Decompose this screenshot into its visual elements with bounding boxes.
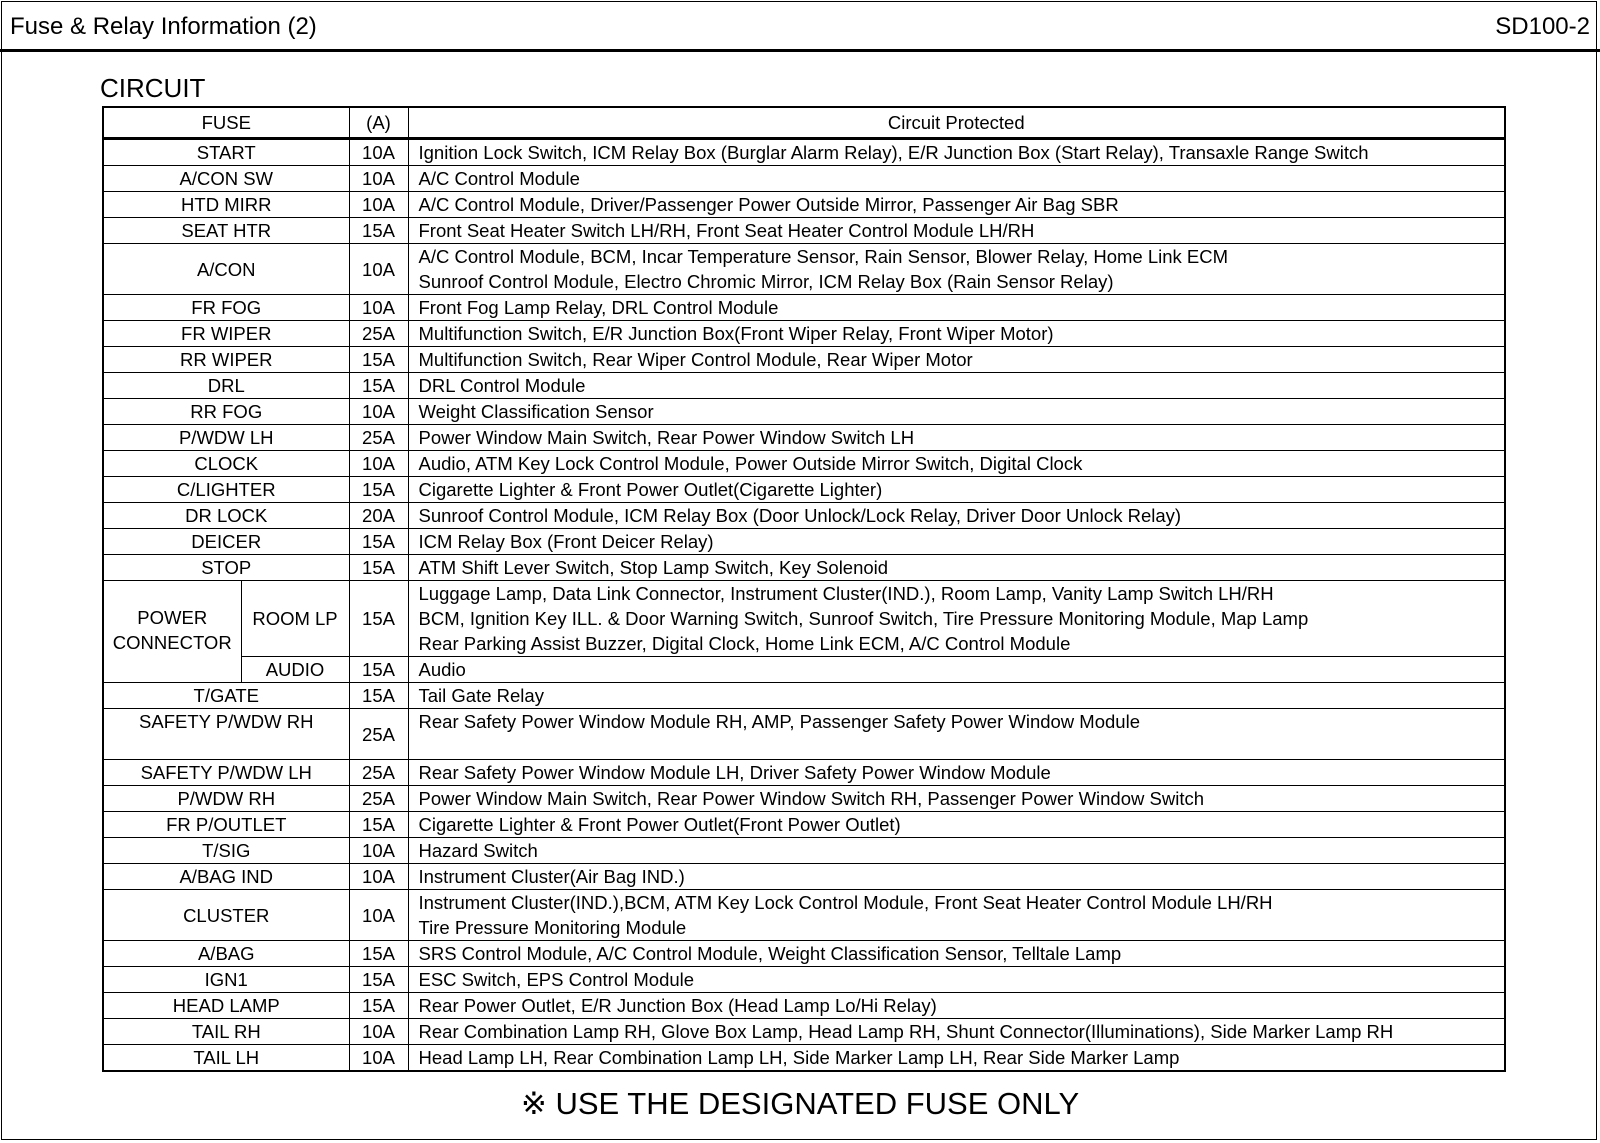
header-fuse: FUSE (103, 107, 349, 139)
fuse-name-cell: IGN1 (103, 967, 349, 993)
circuit-line: Audio, ATM Key Lock Control Module, Power Outside Mirror Switch, Digital Clock (418, 453, 1083, 474)
circuit-line: SRS Control Module, A/C Control Module, Weight Classification Sensor, Telltale Lamp (418, 943, 1122, 964)
fuse-amp-cell: 10A (349, 244, 408, 295)
fuse-name-cell: SAFETY P/WDW LH (103, 760, 349, 786)
circuit-cell (408, 555, 1505, 581)
table-row (103, 347, 1505, 373)
circuit-line: Multifunction Switch, E/R Junction Box(Front Wiper Relay, Front Wiper Motor) (418, 323, 1054, 344)
circuit-line: A/C Control Module, Driver/Passenger Power Outside Mirror, Passenger Air Bag SBR (418, 194, 1119, 215)
fuse-amp-cell: 25A (349, 321, 408, 347)
fuse-name-cell: DEICER (103, 529, 349, 555)
circuit-cell (408, 864, 1505, 890)
fuse-amp-cell: 10A (349, 1045, 408, 1072)
fuse-name-cell: FR P/OUTLET (103, 812, 349, 838)
circuit-cell (408, 838, 1505, 864)
circuit-cell (408, 1019, 1505, 1045)
table-row (103, 581, 1505, 657)
circuit-line: Rear Parking Assist Buzzer, Digital Clock, Home Link ECM, A/C Control Module (418, 633, 1071, 654)
circuit-cell (408, 967, 1505, 993)
fuse-name-cell: DRL (103, 373, 349, 399)
page-title: Fuse & Relay Information (2) (10, 13, 317, 40)
fuse-name-cell: FR WIPER (103, 321, 349, 347)
circuit-cell (408, 581, 1505, 657)
fuse-amp-cell: 15A (349, 347, 408, 373)
circuit-cell (408, 1045, 1505, 1072)
table-row (103, 139, 1505, 166)
table-row (103, 244, 1505, 295)
circuit-cell (408, 709, 1505, 760)
table-row (103, 477, 1505, 503)
table-row (103, 838, 1505, 864)
table-row (103, 967, 1505, 993)
circuit-cell (408, 399, 1505, 425)
fuse-amp-cell: 10A (349, 890, 408, 941)
table-row (103, 941, 1505, 967)
circuit-cell (408, 192, 1505, 218)
fuse-amp-cell: 15A (349, 218, 408, 244)
circuit-line: A/C Control Module, BCM, Incar Temperature Sensor, Rain Sensor, Blower Relay, Home Link ECM (418, 246, 1229, 267)
circuit-line: A/C Control Module (418, 168, 580, 189)
table-row (103, 555, 1505, 581)
circuit-line: Power Window Main Switch, Rear Power Window Switch RH, Passenger Power Window Switch (418, 788, 1204, 809)
fuse-amp-cell: 20A (349, 503, 408, 529)
circuit-cell (408, 760, 1505, 786)
circuit-cell (408, 373, 1505, 399)
fuse-name-cell: TAIL RH (103, 1019, 349, 1045)
page-code: SD100-2 (1495, 13, 1590, 40)
fuse-amp-cell: 15A (349, 373, 408, 399)
circuit-cell (408, 503, 1505, 529)
fuse-amp-cell: 15A (349, 529, 408, 555)
fuse-name-cell: CLUSTER (103, 890, 349, 941)
fuse-amp-cell: 10A (349, 399, 408, 425)
fuse-amp-cell: 10A (349, 139, 408, 166)
fuse-name-cell: P/WDW RH (103, 786, 349, 812)
circuit-cell (408, 657, 1505, 683)
fuse-name-cell: A/BAG (103, 941, 349, 967)
fuse-amp-cell: 15A (349, 477, 408, 503)
circuit-cell (408, 166, 1505, 192)
section-label: CIRCUIT (100, 73, 206, 103)
table-row (103, 864, 1505, 890)
circuit-cell (408, 941, 1505, 967)
circuit-line: Head Lamp LH, Rear Combination Lamp LH, Side Marker Lamp LH, Rear Side Marker Lamp (418, 1047, 1180, 1068)
header-amp: (A) (349, 107, 408, 139)
circuit-line: Tire Pressure Monitoring Module (418, 917, 687, 938)
fuse-name-cell: DR LOCK (103, 503, 349, 529)
circuit-line: Rear Safety Power Window Module RH, AMP, Passenger Safety Power Window Module (418, 711, 1140, 732)
circuit-line: Front Seat Heater Switch LH/RH, Front Seat Heater Control Module LH/RH (418, 220, 1035, 241)
fuse-name-cell: RR FOG (103, 399, 349, 425)
circuit-cell (408, 321, 1505, 347)
fuse-amp-cell: 25A (349, 425, 408, 451)
fuse-name-cell: T/SIG (103, 838, 349, 864)
fuse-name-cell: P/WDW LH (103, 425, 349, 451)
fuse-name-cell: ROOM LP (241, 581, 349, 657)
circuit-cell (408, 139, 1505, 166)
table-row (103, 425, 1505, 451)
circuit-cell (408, 890, 1505, 941)
fuse-amp-cell: 10A (349, 295, 408, 321)
fuse-amp-cell: 15A (349, 683, 408, 709)
circuit-line: Hazard Switch (418, 840, 538, 861)
fuse-name-cell: TAIL LH (103, 1045, 349, 1072)
circuit-line: Rear Power Outlet, E/R Junction Box (Head Lamp Lo/Hi Relay) (418, 995, 937, 1016)
circuit-line: Rear Safety Power Window Module LH, Driver Safety Power Window Module (418, 762, 1051, 783)
fuse-name-cell: RR WIPER (103, 347, 349, 373)
circuit-line: Ignition Lock Switch, ICM Relay Box (Burglar Alarm Relay), E/R Junction Box (Start Relay), Transaxle Range Switch (418, 142, 1369, 163)
circuit-cell (408, 683, 1505, 709)
table-row (103, 1045, 1505, 1072)
table-row (103, 657, 1505, 683)
circuit-cell (408, 451, 1505, 477)
fuse-amp-cell: 15A (349, 812, 408, 838)
circuit-cell (408, 244, 1505, 295)
table-row (103, 1019, 1505, 1045)
fuse-name-cell: A/CON (103, 244, 349, 295)
circuit-line: Tail Gate Relay (418, 685, 544, 706)
circuit-line: DRL Control Module (418, 375, 586, 396)
table-row (103, 295, 1505, 321)
circuit-line: ESC Switch, EPS Control Module (418, 969, 695, 990)
fuse-name-cell: HEAD LAMP (103, 993, 349, 1019)
circuit-line: Multifunction Switch, Rear Wiper Control Module, Rear Wiper Motor (418, 349, 973, 370)
fuse-amp-cell: 10A (349, 451, 408, 477)
fuse-name-cell: AUDIO (241, 657, 349, 683)
table-row (103, 709, 1505, 760)
page-header (0, 0, 1600, 52)
fuse-amp-cell: 10A (349, 864, 408, 890)
fuse-name-cell: C/LIGHTER (103, 477, 349, 503)
fuse-amp-cell: 10A (349, 838, 408, 864)
circuit-cell (408, 218, 1505, 244)
circuit-line: ATM Shift Lever Switch, Stop Lamp Switch, Key Solenoid (418, 557, 889, 578)
fuse-name-cell: A/CON SW (103, 166, 349, 192)
fuse-amp-cell: 25A (349, 786, 408, 812)
circuit-line: ICM Relay Box (Front Deicer Relay) (418, 531, 714, 552)
fuse-amp-cell: 15A (349, 941, 408, 967)
table-header-row (103, 107, 1505, 139)
table-row (103, 192, 1505, 218)
table-row (103, 503, 1505, 529)
fuse-amp-cell: 10A (349, 1019, 408, 1045)
fuse-amp-cell: 15A (349, 581, 408, 657)
circuit-cell (408, 812, 1505, 838)
fuse-name-cell: STOP (103, 555, 349, 581)
fuse-name-cell: CLOCK (103, 451, 349, 477)
fuse-name-cell: FR FOG (103, 295, 349, 321)
table-row (103, 993, 1505, 1019)
circuit-cell (408, 477, 1505, 503)
fuse-note: ※ USE THE DESIGNATED FUSE ONLY (520, 1086, 1080, 1121)
table-row (103, 166, 1505, 192)
circuit-line: Cigarette Lighter & Front Power Outlet(Front Power Outlet) (418, 814, 901, 835)
table-row (103, 529, 1505, 555)
fuse-name-cell: SEAT HTR (103, 218, 349, 244)
circuit-line: Cigarette Lighter & Front Power Outlet(Cigarette Lighter) (418, 479, 883, 500)
fuse-amp-cell: 15A (349, 967, 408, 993)
table-row (103, 760, 1505, 786)
fuse-amp-cell: 10A (349, 192, 408, 218)
fuse-amp-cell: 25A (349, 760, 408, 786)
table-row (103, 399, 1505, 425)
circuit-cell (408, 786, 1505, 812)
circuit-line: Sunroof Control Module, ICM Relay Box (Door Unlock/Lock Relay, Driver Door Unlock Relay) (418, 505, 1182, 526)
table-row (103, 321, 1505, 347)
header-circuit: Circuit Protected (408, 107, 1505, 139)
circuit-line: Luggage Lamp, Data Link Connector, Instrument Cluster(IND.), Room Lamp, Vanity Lamp Switch LH/RH (418, 583, 1274, 604)
circuit-line: Instrument Cluster(Air Bag IND.) (418, 866, 685, 887)
circuit-line: Front Fog Lamp Relay, DRL Control Module (418, 297, 779, 318)
fuse-amp-cell: 25A (349, 709, 408, 760)
fuse-amp-cell: 15A (349, 993, 408, 1019)
circuit-cell (408, 347, 1505, 373)
table-row (103, 812, 1505, 838)
circuit-line: Weight Classification Sensor (418, 401, 654, 422)
circuit-line: Rear Combination Lamp RH, Glove Box Lamp, Head Lamp RH, Shunt Connector(Illuminations), Side Marker Lamp RH (418, 1021, 1394, 1042)
circuit-cell (408, 993, 1505, 1019)
circuit-line: Sunroof Control Module, Electro Chromic Mirror, ICM Relay Box (Rain Sensor Relay) (418, 271, 1114, 292)
circuit-line: Instrument Cluster(IND.),BCM, ATM Key Lock Control Module, Front Seat Heater Control Module LH/RH (418, 892, 1273, 913)
fuse-name-cell: START (103, 139, 349, 166)
table-row (103, 218, 1505, 244)
power-connector-group-cell: POWER CONNECTOR (103, 581, 241, 683)
circuit-line: BCM, Ignition Key ILL. & Door Warning Switch, Sunroof Switch, Tire Pressure Monitoring Module, Map Lamp (418, 608, 1309, 629)
fuse-name-cell: T/GATE (103, 683, 349, 709)
circuit-line: Audio (418, 659, 466, 680)
circuit-cell (408, 425, 1505, 451)
fuse-amp-cell: 15A (349, 657, 408, 683)
fuse-table (102, 106, 1506, 1072)
table-row (103, 683, 1505, 709)
fuse-name-cell: SAFETY P/WDW RH (103, 709, 349, 760)
table-row (103, 373, 1505, 399)
fuse-name-cell: HTD MIRR (103, 192, 349, 218)
circuit-line: Power Window Main Switch, Rear Power Window Switch LH (418, 427, 915, 448)
fuse-name-cell: A/BAG IND (103, 864, 349, 890)
fuse-amp-cell: 10A (349, 166, 408, 192)
fuse-amp-cell: 15A (349, 555, 408, 581)
table-row (103, 890, 1505, 941)
circuit-cell (408, 295, 1505, 321)
circuit-cell (408, 529, 1505, 555)
table-row (103, 451, 1505, 477)
table-row (103, 786, 1505, 812)
